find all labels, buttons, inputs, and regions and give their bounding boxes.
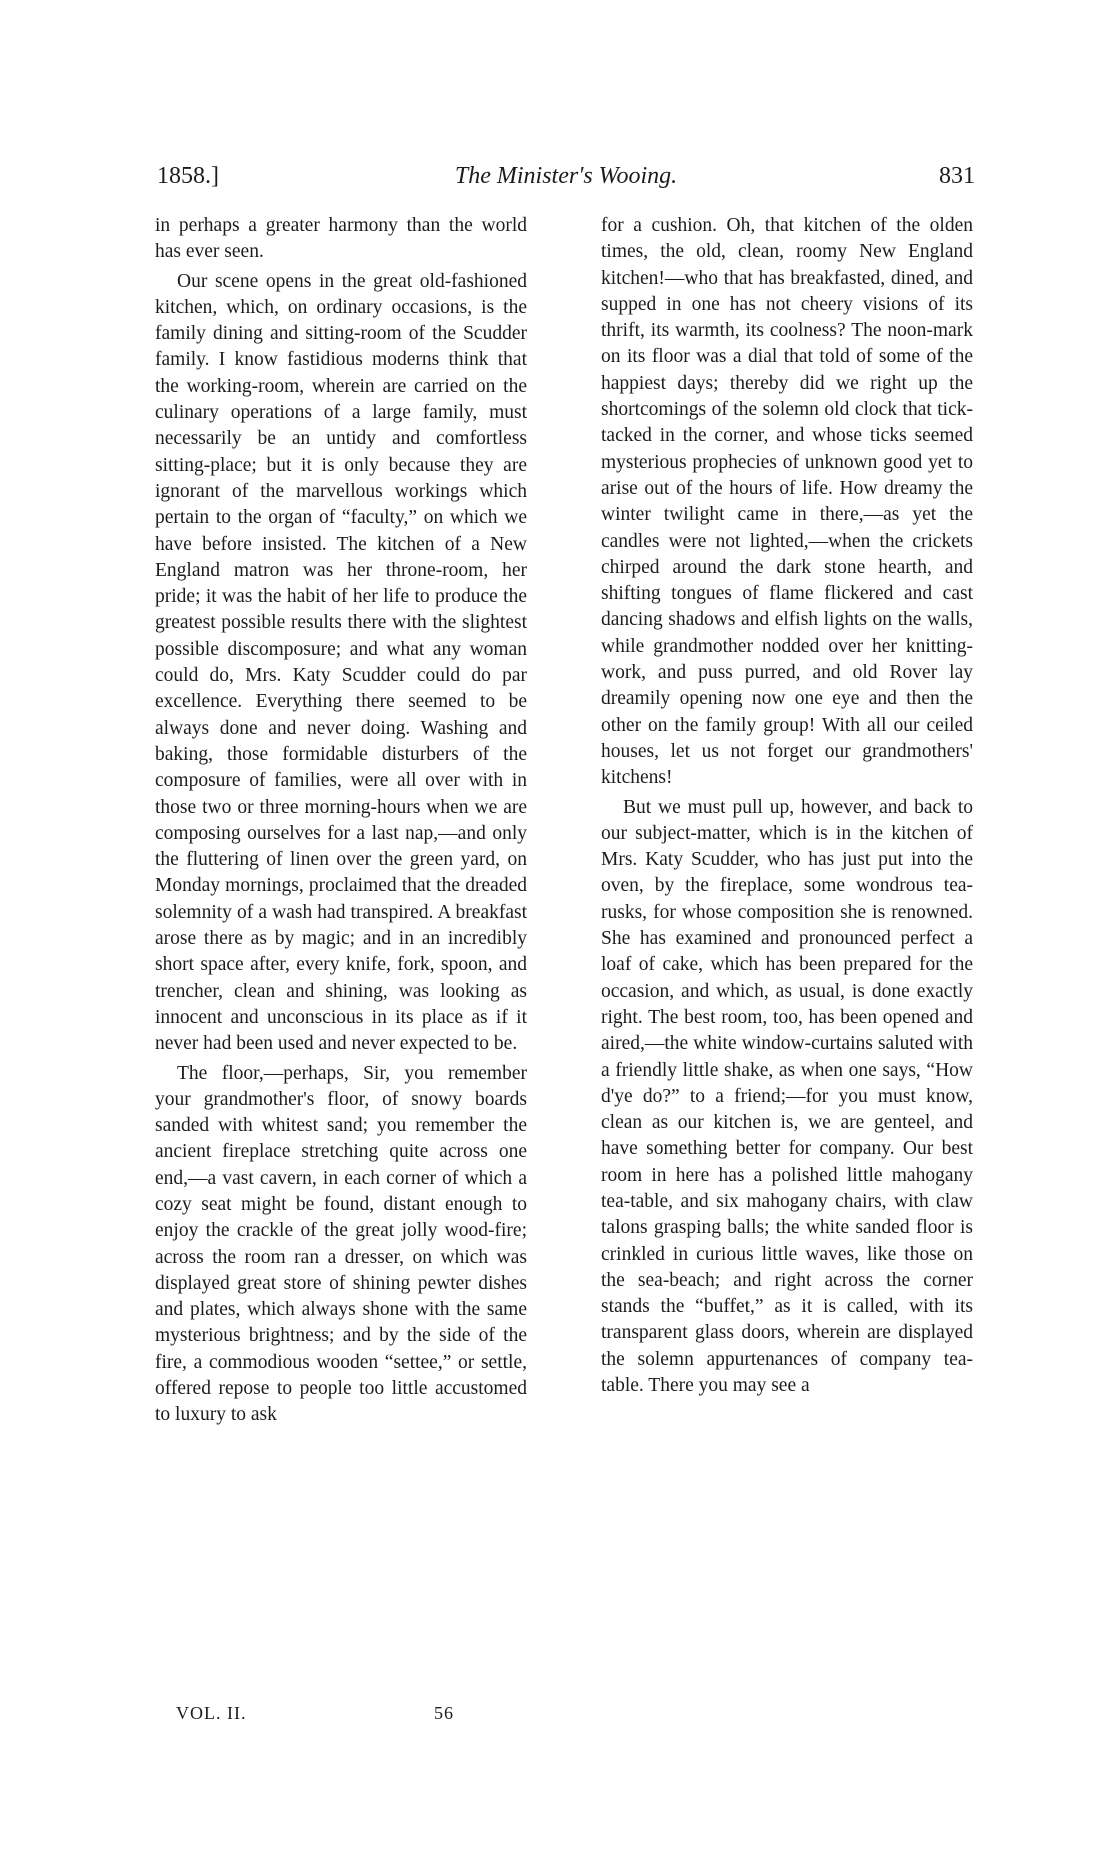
paragraph: The floor,—perhaps, Sir, you remember your grandmother's floor, of snowy boards sanded with whitest sand; you remember the ancient fireplace stretching quite across one end,—a vast cavern, in each corner of which a cozy seat might be found, distant enough to enjoy the crackle of the great jolly wood-fire; across the room ran a dresser, on which was displayed great store of shining pewter dishes and plates, which always shone with the same mysterious brightness; and by the side of the fire, a commodious wooden “settee,” or settle, offered repose to people too little accustomed to luxury to ask	[155, 1062, 527, 1426]
volume-label: VOL. II.	[176, 1703, 247, 1723]
header-year: 1858.]	[157, 163, 219, 189]
page-number: 831	[939, 163, 975, 189]
paragraph: in perhaps a greater harmony than the world has ever seen.	[155, 215, 527, 263]
page-footer	[176, 1703, 528, 1731]
paragraph: for a cushion. Oh, that kitchen of the olden times, the old, clean, roomy New England kitchen!—who that has breakfasted, dined, and supped in one has not cheery visions of its thrift, its warmth, its coolness? The noon-mark on its floor was a dial that told of some of the happiest days; thereby did we right up the shortcomings of the solemn old clock that tick-tacked in the corner, and whose ticks seemed mysterious prophecies of unknown good yet to arise out of the hours of life. How dreamy the winter twilight came in there,—as yet the candles were not lighted,—when the crickets chirped around the dark stone hearth, and shifting tongues of flame flickered and cast dancing shadows and elfish lights on the walls, while grandmother nodded over her knitting-work, and puss purred, and old Rover lay dreamily opening now one eye and then the other on the family group! With all our ceiled houses, let us not forget our grandmothers' kitchens!	[601, 215, 973, 789]
header-title: The Minister's Wooing.	[454, 163, 678, 189]
right-column	[601, 213, 973, 1399]
running-header	[157, 163, 975, 199]
left-column	[155, 213, 527, 1429]
paragraph: Our scene opens in the great old-fashioned kitchen, which, on ordinary occasions, is the family dining and sitting-room of the Scudder family. I know fastidious moderns think that the working-room, wherein are carried on the culinary operations of a large family, must necessarily be an untidy and comfortless sitting-place; but it is only because they are ignorant of the marvellous workings which pertain to the organ of “faculty,” on which we have before insisted. The kitchen of a New England matron was her throne-room, her pride; it was the habit of her life to produce the greatest possible results there with the slightest possible discomposure; and what any woman could do, Mrs. Katy Scudder could do par excellence. Everything there seemed to be always done and never doing. Washing and baking, those formidable disturbers of the composure of families, were all over with in those two or three morning-hours when we are composing ourselves for a last nap,—and only the fluttering of linen over the green yard, on Monday mornings, proclaimed that the dreaded solemnity of a wash had transpired. A breakfast arose there as by magic; and in an incredibly short space after, every knife, fork, spoon, and trencher, clean and shining, was looking as innocent and unconscious in its place as if it never had been used and never expected to be.	[155, 270, 527, 1055]
signature-mark: 56	[434, 1703, 454, 1723]
paragraph: But we must pull up, however, and back to our subject-matter, which is in the kitchen of Mrs. Katy Scudder, who has just put into the oven, by the fireplace, some wondrous tea-rusks, for whose composition she is renowned. She has examined and pronounced perfect a loaf of cake, which has been prepared for the occasion, and which, as usual, is done exactly right. The best room, too, has been opened and aired,—the white window-curtains saluted with a friendly little shake, as when one says, “How d'ye do?” to a friend;—for you must know, clean as our kitchen is, we are genteel, and have something better for company. Our best room in here has a polished little mahogany tea-table, and six mahogany chairs, with claw talons grasping balls; the white sanded floor is crinkled in curious little waves, like those on the sea-beach; and right across the corner stands the “buffet,” as it is called, with its transparent glass doors, wherein are displayed the solemn appurtenances of company tea-table. There you may see a	[601, 796, 973, 1397]
